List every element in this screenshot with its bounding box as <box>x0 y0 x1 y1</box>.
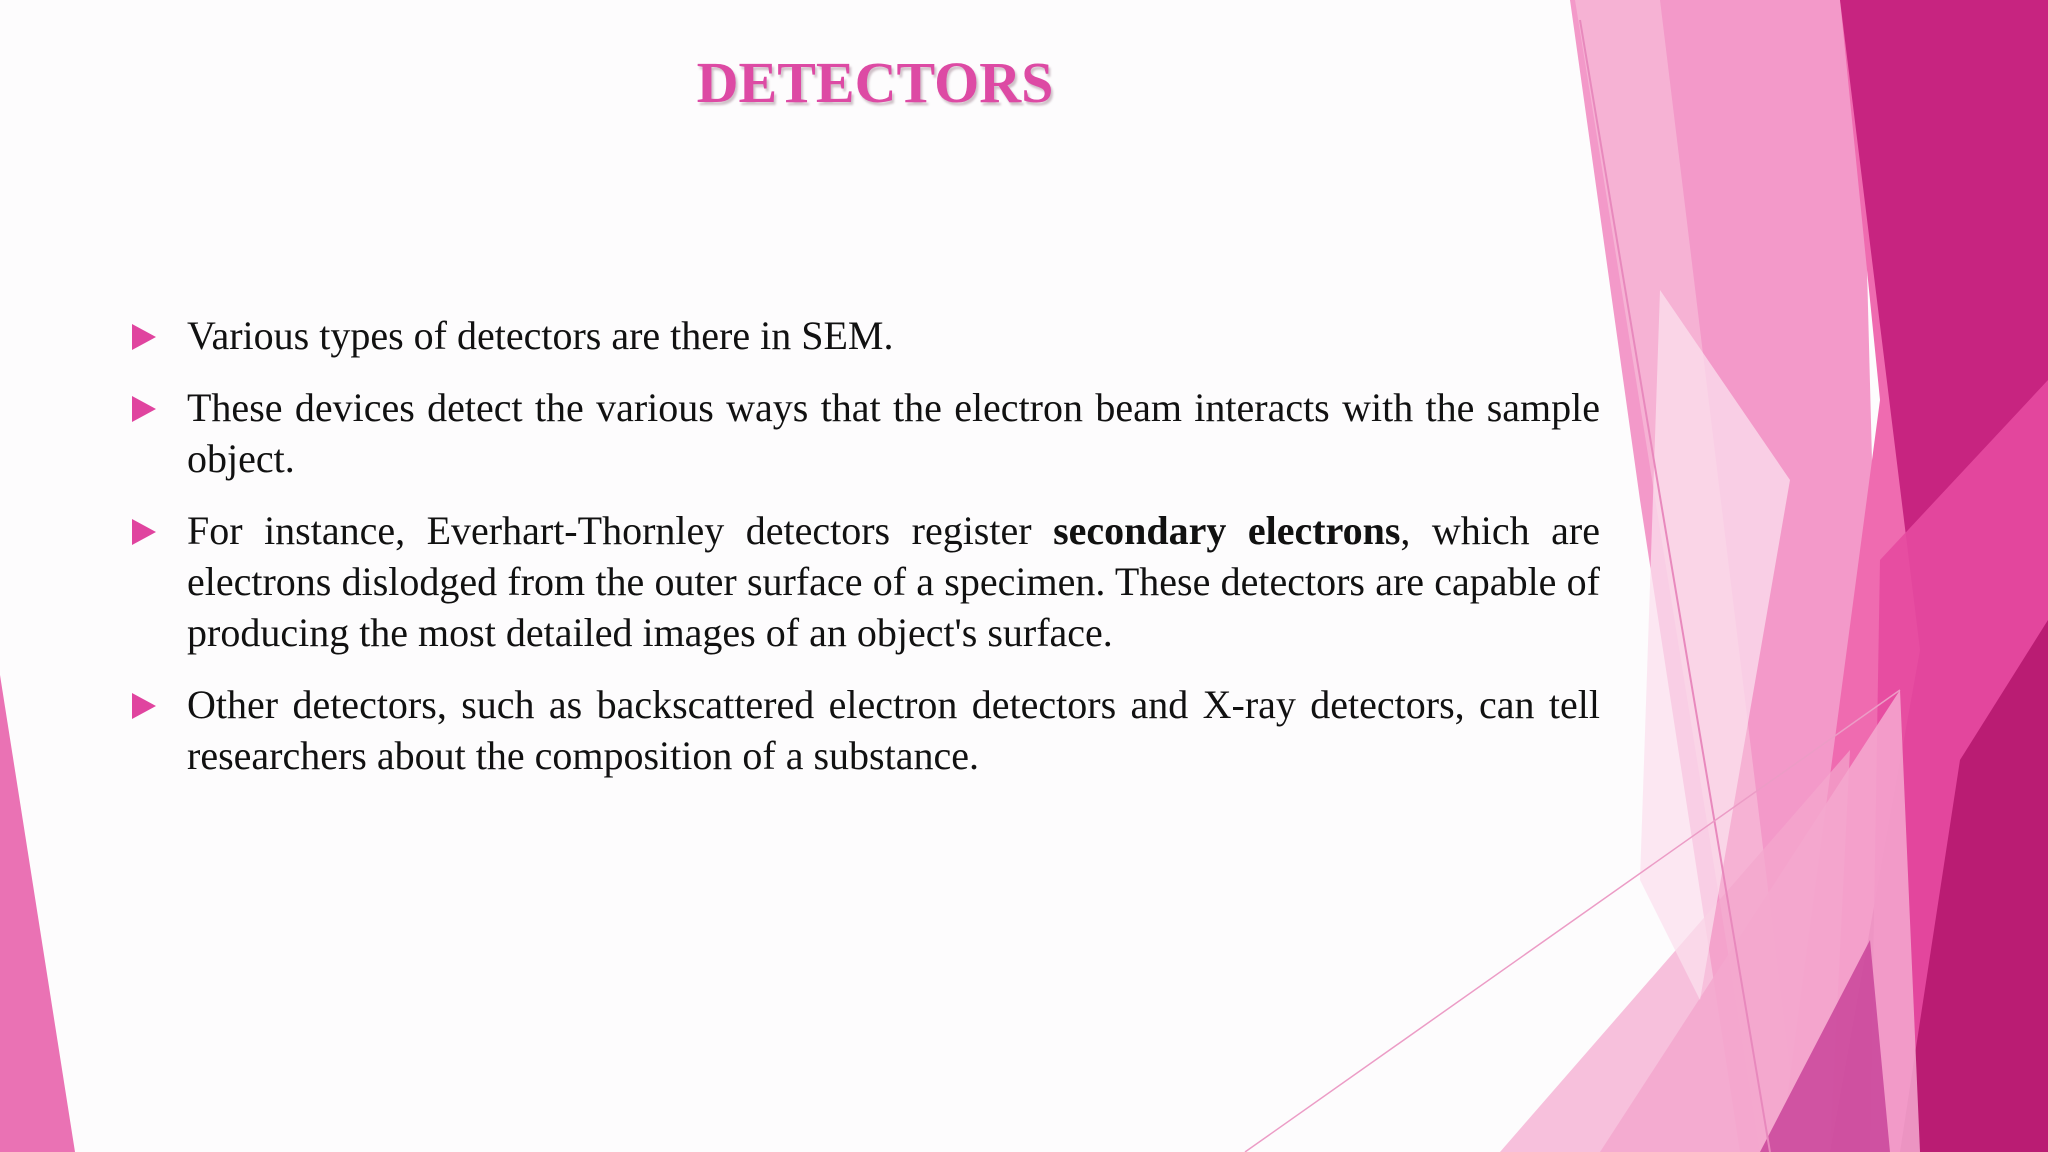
bullet-item <box>130 310 1600 361</box>
bullet-text: Other detectors, such as backscattered electron detectors and X-ray detectors, can tell researchers about the composition of a substance. <box>187 682 1600 778</box>
left-accent-shape <box>0 675 75 1152</box>
bullet-item <box>130 382 1600 484</box>
bullet-list <box>130 310 1600 802</box>
triangle-right-icon <box>132 519 156 545</box>
bullet-text-bold: secondary electrons <box>1053 508 1401 553</box>
triangle-right-icon <box>132 396 156 422</box>
bullet-item <box>130 679 1600 781</box>
bullet-text-start: For instance, Everhart-Thornley detectors register <box>187 508 1054 553</box>
bullet-text: Various types of detectors are there in SEM. <box>187 313 894 358</box>
bullet-text: These devices detect the various ways that the electron beam interacts with the sample object. <box>187 385 1600 481</box>
triangle-right-icon <box>132 324 156 350</box>
bullet-item <box>130 505 1600 658</box>
bullet-text-end: , which are electrons dislodged from the outer surface of a specimen. These detectors are capable of producing the most detailed images of an object's surface. <box>187 508 1600 655</box>
slide-title: DETECTORS <box>696 50 1054 115</box>
triangle-right-icon <box>132 693 156 719</box>
